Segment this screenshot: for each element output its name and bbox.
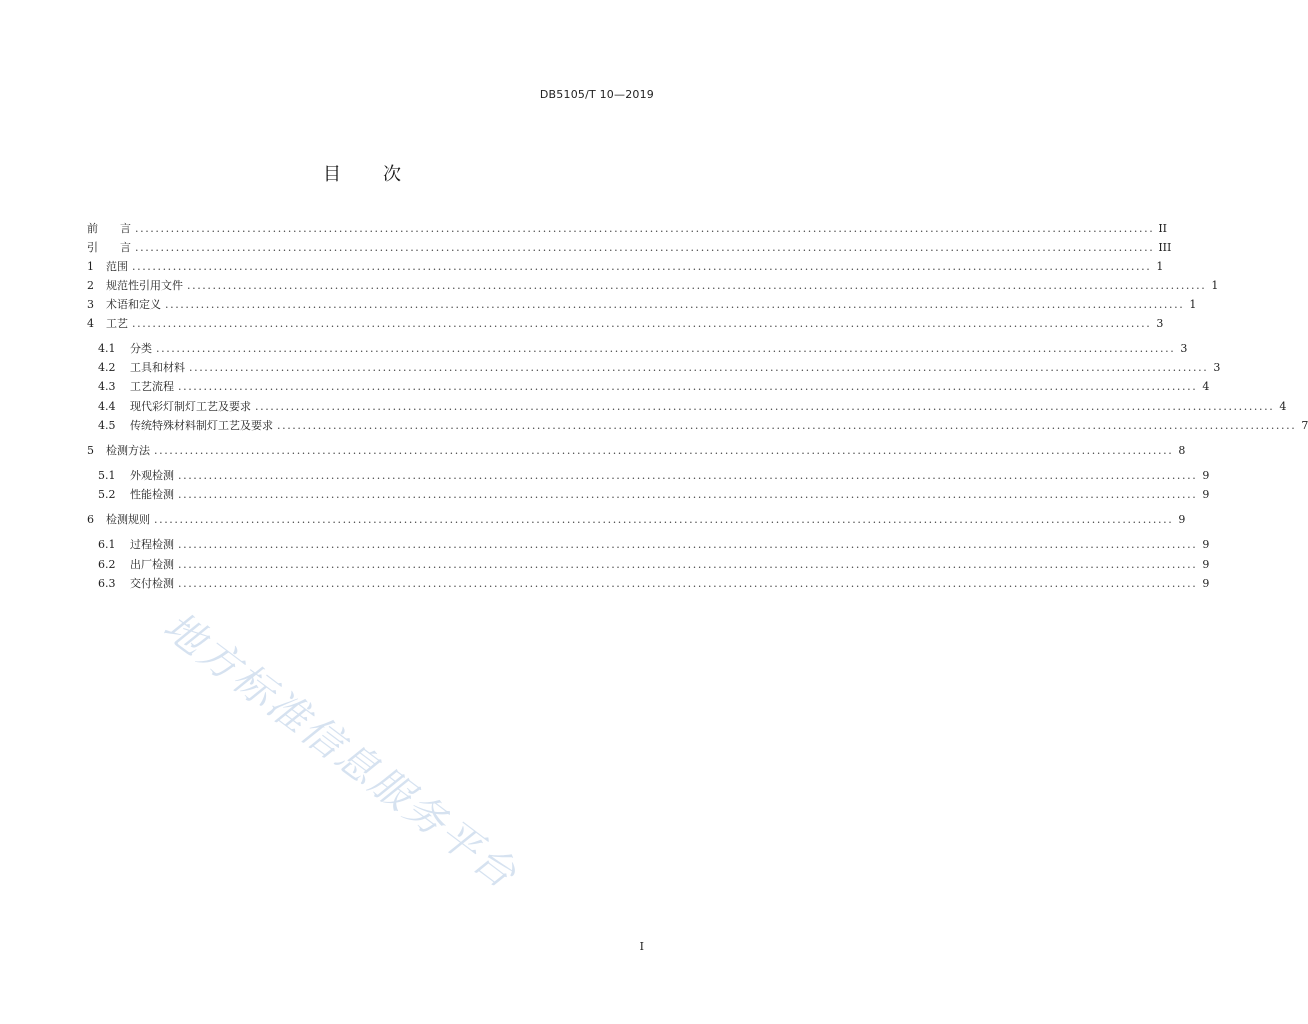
toc-entry-page: 9 [1202, 538, 1210, 552]
toc-entry-page: 7 [1301, 418, 1308, 432]
toc-entry-number: 1 [87, 260, 94, 273]
toc-entry-title: 术语和定义 [106, 298, 161, 311]
toc-entry[interactable] [87, 358, 1221, 377]
toc-entry-title: 工艺 [106, 317, 128, 330]
toc-entry[interactable] [87, 466, 1210, 485]
toc-entry-title: 范围 [106, 260, 128, 273]
toc-entry[interactable] [87, 574, 1210, 593]
toc-leader-dots: ........................................................................................................................................................................................................ [277, 418, 1297, 432]
toc-entry-title: 检测规则 [106, 513, 150, 527]
toc-entry-page: 9 [1202, 557, 1210, 571]
toc-entry-number: 4 [87, 317, 94, 330]
toc-leader-dots: ........................................................................................................................................................................................................ [178, 380, 1198, 394]
toc-entry-title: 分类 [130, 342, 152, 355]
toc-entry-page: 1 [1211, 279, 1219, 292]
table-of-contents [87, 219, 1308, 593]
toc-leader-dots: ........................................................................................................................................................................................................ [154, 513, 1174, 527]
toc-entry-page: 1 [1156, 260, 1164, 273]
toc-heading-char-2: 次 [383, 164, 401, 185]
toc-entry-title: 检测方法 [106, 443, 150, 457]
toc-entry-page: 9 [1202, 576, 1210, 590]
toc-leader-dots: ........................................................................................................................................................................................................ [178, 576, 1198, 590]
toc-entry-page: II [1158, 222, 1168, 235]
toc-entry-page: 9 [1202, 488, 1210, 502]
toc-entry[interactable] [87, 510, 1186, 529]
toc-entry-title: 过程检测 [130, 538, 174, 552]
toc-entry-page: 9 [1178, 513, 1186, 527]
toc-leader-dots: ........................................................................................................................................................................................................ [132, 260, 1152, 273]
toc-entry-title: 前 言 [87, 222, 131, 235]
toc-entry[interactable] [87, 397, 1287, 416]
toc-leader-dots: ........................................................................................................................................................................................................ [132, 317, 1152, 330]
toc-entry-number: 4.4 [98, 399, 116, 413]
toc-entry-number: 4.5 [98, 418, 116, 432]
toc-leader-dots: ........................................................................................................................................................................................................ [178, 488, 1198, 502]
toc-leader-dots: ........................................................................................................................................................................................................ [178, 468, 1198, 482]
toc-leader-dots: ........................................................................................................................................................................................................ [135, 241, 1155, 254]
toc-entry-number: 5.1 [98, 468, 116, 482]
toc-entry[interactable] [87, 276, 1219, 295]
watermark-text: 地方标准信息服务平台 [154, 603, 526, 899]
toc-entry-number: 6.2 [98, 557, 116, 571]
toc-entry-number: 6.3 [98, 576, 116, 590]
toc-leader-dots: ........................................................................................................................................................................................................ [156, 342, 1176, 355]
toc-entry-number: 3 [87, 298, 94, 311]
toc-heading-char-1: 目 [323, 164, 341, 185]
document-code: DB5105/T 10—2019 [539, 88, 654, 101]
toc-entry-title: 现代彩灯制灯工艺及要求 [130, 399, 251, 413]
toc-entry[interactable] [87, 555, 1210, 574]
toc-entry-title: 出厂检测 [130, 557, 174, 571]
toc-entry[interactable] [87, 219, 1168, 238]
toc-heading [0, 160, 724, 186]
toc-entry-title: 工具和材料 [130, 361, 185, 375]
toc-leader-dots: ........................................................................................................................................................................................................ [135, 222, 1155, 235]
toc-leader-dots: ........................................................................................................................................................................................................ [154, 443, 1174, 457]
toc-entry-title: 外观检测 [130, 468, 174, 482]
toc-entry-title: 工艺流程 [130, 380, 174, 394]
toc-entry-page: 4 [1202, 380, 1210, 394]
toc-entry[interactable] [87, 238, 1172, 257]
toc-entry-title: 传统特殊材料制灯工艺及要求 [130, 418, 273, 432]
toc-leader-dots: ........................................................................................................................................................................................................ [255, 399, 1275, 413]
toc-leader-dots: ........................................................................................................................................................................................................ [187, 279, 1207, 292]
toc-entry-title: 引 言 [87, 241, 131, 254]
toc-entry-number: 4.3 [98, 380, 116, 394]
toc-entry[interactable] [87, 485, 1210, 504]
toc-entry[interactable] [87, 257, 1164, 276]
toc-entry-number: 6.1 [98, 538, 116, 552]
toc-entry-number: 4.2 [98, 361, 116, 375]
toc-entry[interactable] [87, 535, 1210, 554]
toc-entry-page: 3 [1213, 361, 1221, 375]
toc-leader-dots: ........................................................................................................................................................................................................ [178, 538, 1198, 552]
toc-entry-number: 4.1 [98, 342, 116, 355]
toc-entry-number: 2 [87, 279, 94, 292]
toc-entry[interactable] [87, 295, 1197, 314]
toc-entry-title: 规范性引用文件 [106, 279, 183, 292]
toc-entry[interactable] [87, 416, 1308, 435]
toc-entry-page: 3 [1180, 342, 1188, 355]
toc-leader-dots: ........................................................................................................................................................................................................ [178, 557, 1198, 571]
toc-entry-number: 6 [87, 513, 94, 527]
toc-entry-number: 5 [87, 443, 94, 457]
toc-entry-page: 8 [1178, 443, 1186, 457]
toc-entry[interactable] [87, 314, 1164, 333]
toc-entry-page: 1 [1189, 298, 1197, 311]
toc-entry-number: 5.2 [98, 488, 116, 502]
toc-entry[interactable] [87, 339, 1188, 358]
toc-entry-title: 性能检测 [130, 488, 174, 502]
toc-leader-dots: ........................................................................................................................................................................................................ [189, 361, 1209, 375]
toc-entry-title: 交付检测 [130, 576, 174, 590]
toc-entry[interactable] [87, 441, 1186, 460]
toc-entry[interactable] [87, 377, 1210, 396]
toc-entry-page: 4 [1279, 399, 1287, 413]
toc-entry-page: 9 [1202, 468, 1210, 482]
toc-entry-page: III [1158, 241, 1172, 254]
toc-leader-dots: ........................................................................................................................................................................................................ [165, 298, 1185, 311]
page-number: I [639, 940, 644, 953]
toc-entry-page: 3 [1156, 317, 1164, 330]
